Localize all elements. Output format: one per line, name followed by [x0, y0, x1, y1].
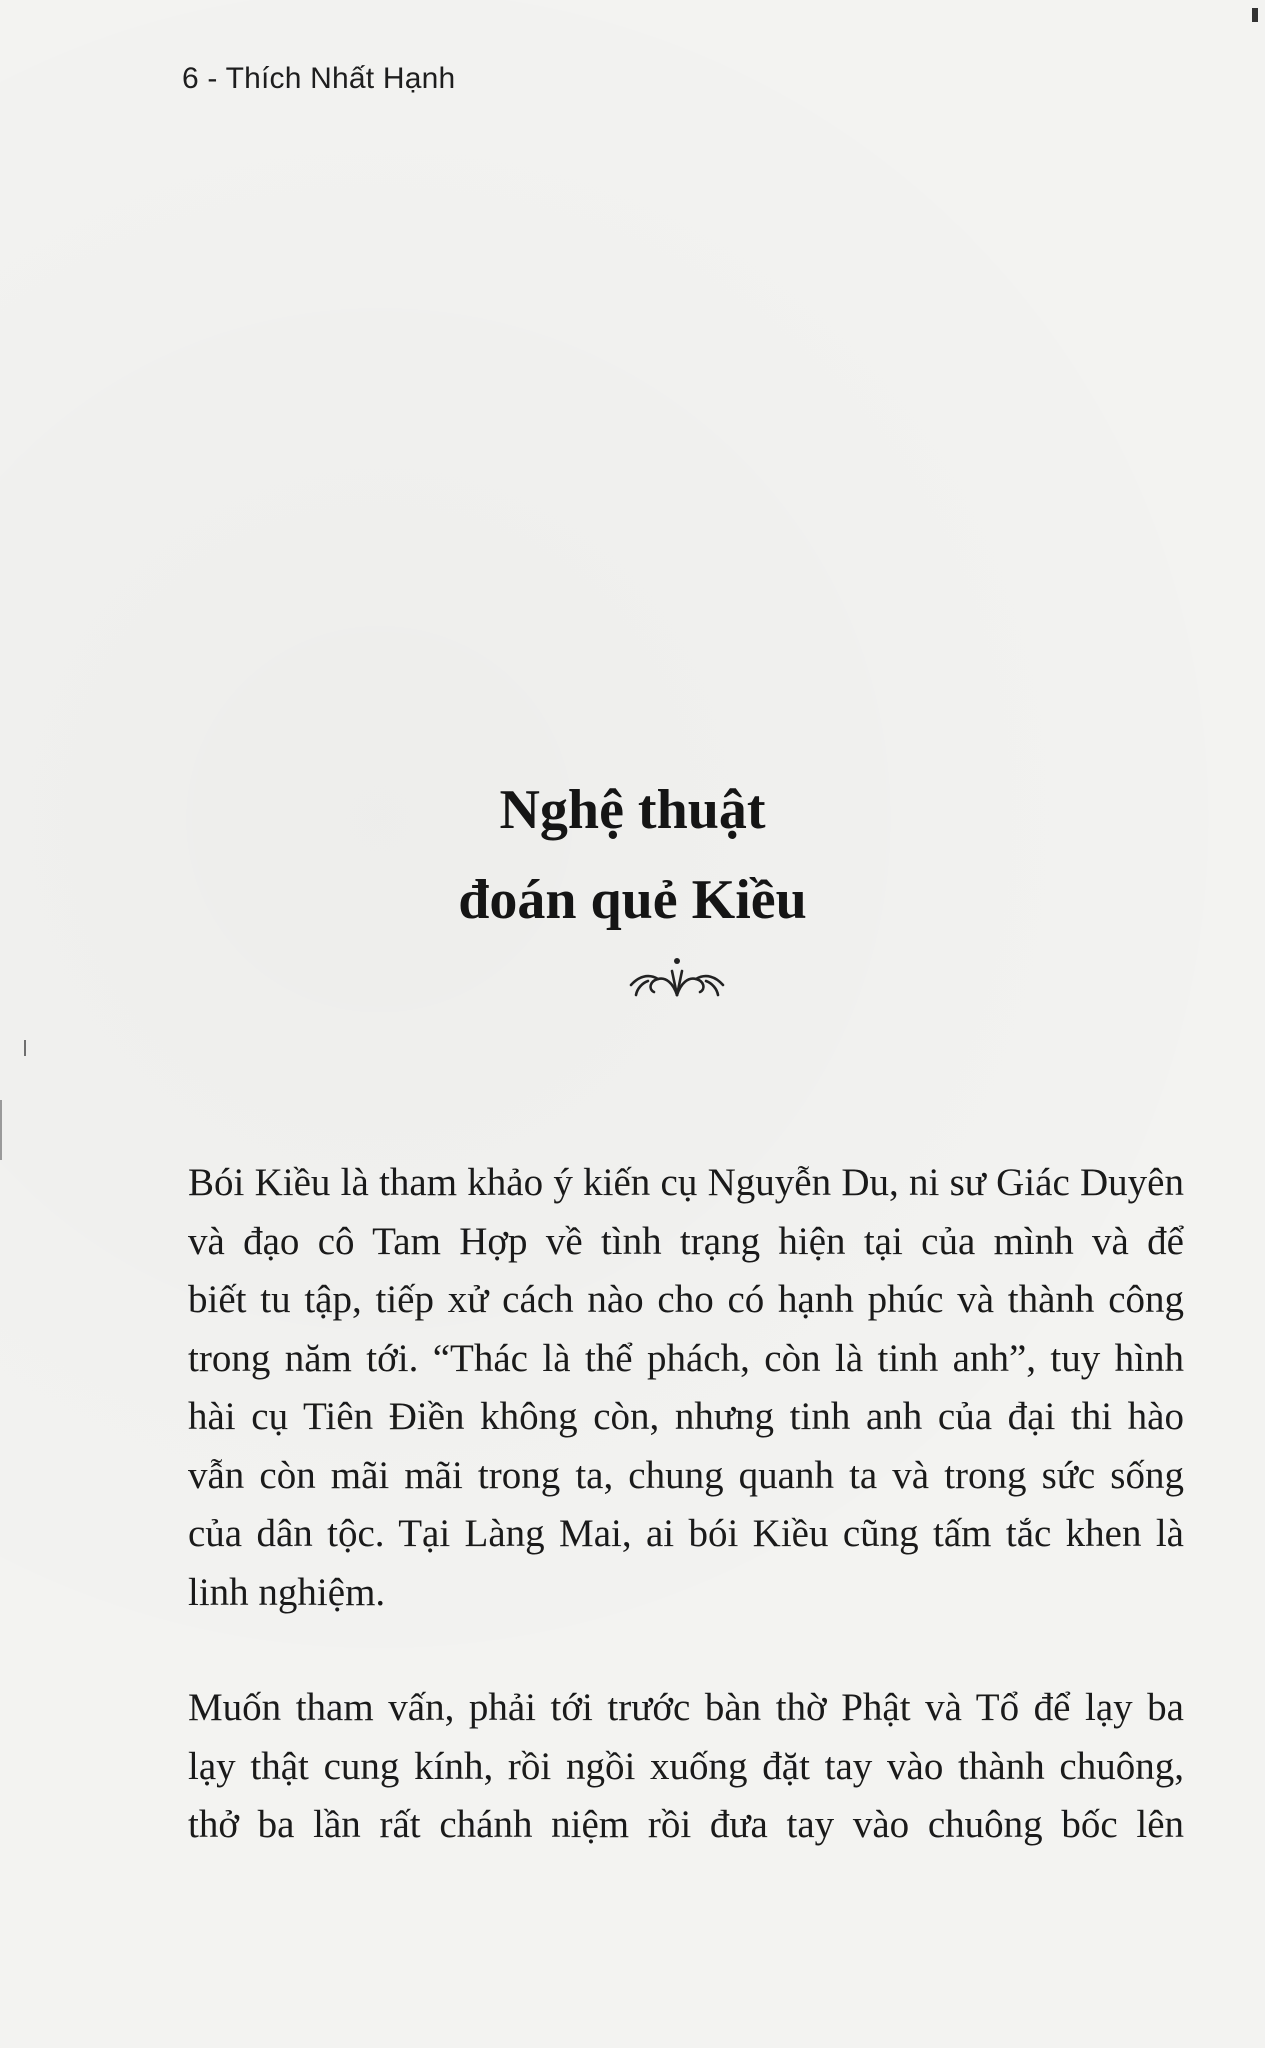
text-line: hài cụ Tiên Điền không còn, nhưng tinh anh của đại thi hào [188, 1395, 1184, 1438]
chapter-title-line-2: đoán quẻ Kiều [458, 869, 807, 931]
body-text [188, 1154, 1184, 1912]
text-line: vẫn còn mãi mãi trong ta, chung quanh ta và trong sức sống [188, 1453, 1184, 1497]
text-line: biết tu tập, tiếp xử cách nào cho có hạnh phúc và thành công [188, 1278, 1184, 1321]
text-line: Bói Kiều là tham khảo ý kiến cụ Nguyễn Du, ni sư Giác Duyên [188, 1161, 1184, 1204]
scan-mark [0, 1100, 2, 1160]
scan-mark [1252, 8, 1258, 22]
text-line: thở ba lần rất chánh niệm rồi đưa tay vào chuông bốc lên [188, 1803, 1184, 1846]
paragraph-2 [188, 1679, 1184, 1855]
floral-flourish-icon [628, 955, 726, 1005]
text-line: linh nghiệm. [188, 1570, 386, 1614]
chapter-title [0, 765, 1265, 945]
chapter-title-line-1: Nghệ thuật [499, 779, 766, 841]
paragraph-1 [188, 1154, 1184, 1622]
text-line: trong năm tới. “Thác là thể phách, còn là tinh anh”, tuy hình [188, 1336, 1184, 1380]
text-line: lạy thật cung kính, rồi ngồi xuống đặt tay vào thành chuông, [188, 1744, 1184, 1788]
scan-mark [24, 1040, 26, 1056]
text-line: Muốn tham vấn, phải tới trước bàn thờ Phật và Tổ để lạy ba [188, 1686, 1184, 1729]
text-line: và đạo cô Tam Hợp về tình trạng hiện tại của mình và để [188, 1219, 1184, 1263]
text-line: của dân tộc. Tại Làng Mai, ai bói Kiều cũng tấm tắc khen là [188, 1512, 1184, 1555]
running-head: 6 - Thích Nhất Hạnh [182, 62, 456, 95]
